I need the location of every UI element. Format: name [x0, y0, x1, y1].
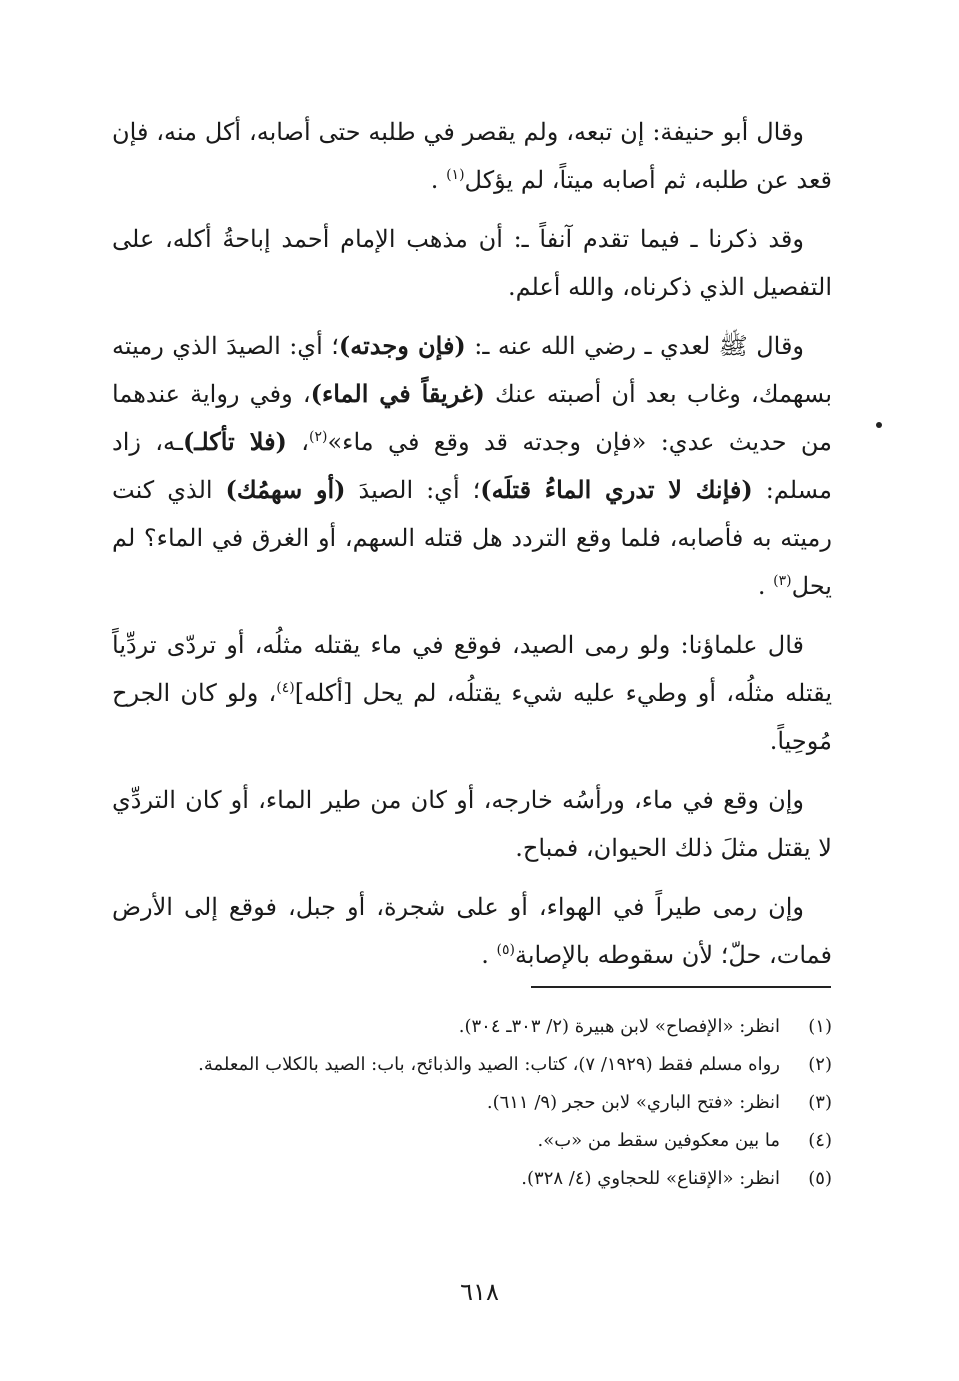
footnote-number: (٣) — [808, 1092, 832, 1113]
p3-quote-2: (غريقاً في الماء) — [310, 379, 485, 408]
footnote-5 — [112, 1162, 832, 1196]
p3-t4: ، — [286, 428, 309, 456]
footnote-number: (٥) — [808, 1168, 832, 1189]
footnote-separator — [531, 986, 831, 988]
p3-end: . — [757, 572, 766, 600]
footnote-text: انظر: «الإفصاح» لابن هبيرة (٢/ ٣٠٣ـ ٣٠٤). — [458, 1016, 780, 1037]
footnotes — [112, 1010, 832, 1200]
p3-t1: وقال ﷺ لعدي ـ رضي الله عنه ـ: — [465, 332, 805, 360]
footnote-number: (٤) — [808, 1130, 832, 1151]
footnote-ref-4[interactable]: (٤) — [276, 680, 295, 696]
footnote-1 — [112, 1010, 832, 1044]
p6-end: . — [481, 941, 489, 969]
p4-t2: ، ولو كان الجرح مُوحِياً. — [112, 679, 832, 755]
page-number: ٦١٨ — [460, 1278, 499, 1306]
margin-dot — [876, 422, 882, 428]
p3-quote-3: (فلا تأكلـ) — [182, 427, 287, 456]
footnote-ref-1[interactable]: (١) — [446, 167, 465, 183]
p2-text: وقد ذكرنا ـ فيما تقدم آنفاً ـ: أن مذهب الإمام أحمد إباحةُ أكله، على التفصيل الذي ذكرناه، والله أعلم. — [112, 225, 832, 301]
p3-quote-1: (فإن وجدته) — [338, 331, 466, 360]
paragraph-2 — [112, 215, 832, 311]
p3-t7: الذي كنت رميته به فأصابه، فلما وقع التردد هل قتله السهم، أو الغرق في الماء؟ لم يحل — [112, 476, 833, 600]
footnote-text: رواه مسلم فقط (١٩٢٩/ ٧)، كتاب: الصيد والذبائح، باب: الصيد بالكلاب المعلمة. — [198, 1054, 780, 1075]
p3-t6: ؛ أي: الصيدَ — [345, 476, 481, 504]
paragraph-6 — [112, 883, 832, 979]
paragraph-4 — [112, 621, 832, 765]
paragraph-3 — [112, 322, 832, 610]
footnote-text: انظر: «فتح الباري» لابن حجر (٩/ ٦١١). — [486, 1092, 780, 1113]
p6-text: وإن رمى طيراً في الهواء، أو على شجرة، أو جبل، فوقع إلى الأرض فمات، حلّ؛ لأن سقوطه بالإصابة — [112, 893, 832, 969]
footnote-2 — [112, 1048, 832, 1082]
p3-t3: ، وفي رواية عندهما من حديث عدي: «فإن وجدته قد وقع في ماء» — [112, 380, 832, 456]
p3-quote-5: (أو سهمُك) — [225, 475, 346, 504]
footnote-3 — [112, 1086, 832, 1120]
p4-t1: قال علماؤنا: ولو رمى الصيد، فوقع في ماء يقتله مثلُه، أو تردّى تردِّياً يقتله مثلُه، أو وطيء عليه شيء يقتلُه، لم يحل [أكله] — [112, 631, 832, 707]
footnote-ref-3[interactable]: (٣) — [773, 573, 792, 589]
p3-t5: ـه، زاد مسلم: — [112, 428, 832, 504]
p3-quote-4: (فإنك لا تدري الماءُ قتلَه) — [480, 475, 753, 504]
p1-text: وقال أبو حنيفة: إن تبعه، ولم يقصر في طلبه حتى أصابه، أكل منه، فإن قعد عن طلبه، ثم أصابه ميتاً، لم يؤكل — [112, 118, 832, 194]
paragraph-1 — [112, 108, 832, 204]
footnote-number: (٢) — [808, 1054, 832, 1075]
p3-t2: ؛ أي: الصيدَ الذي رميته بسهمك، وغاب بعد أن أصبته عنك — [112, 332, 833, 408]
main-text — [112, 108, 832, 990]
footnote-text: انظر: «الإقناع» للحجاوي (٤/ ٣٢٨). — [521, 1168, 780, 1189]
footnote-ref-2[interactable]: (٢) — [309, 429, 328, 445]
paragraph-5 — [112, 776, 832, 872]
footnote-ref-5[interactable]: (٥) — [496, 942, 515, 958]
footnote-text: ما بين معكوفين سقط من «ب». — [537, 1130, 780, 1151]
p5-text: وإن وقع في ماء، ورأسُه خارجه، أو كان من طير الماء، أو كان التردِّي لا يقتل مثلَ ذلك الحيوان، فمباح. — [112, 786, 832, 862]
p1-end: . — [430, 166, 439, 194]
footnote-number: (١) — [808, 1016, 832, 1037]
footnote-4 — [112, 1124, 832, 1158]
